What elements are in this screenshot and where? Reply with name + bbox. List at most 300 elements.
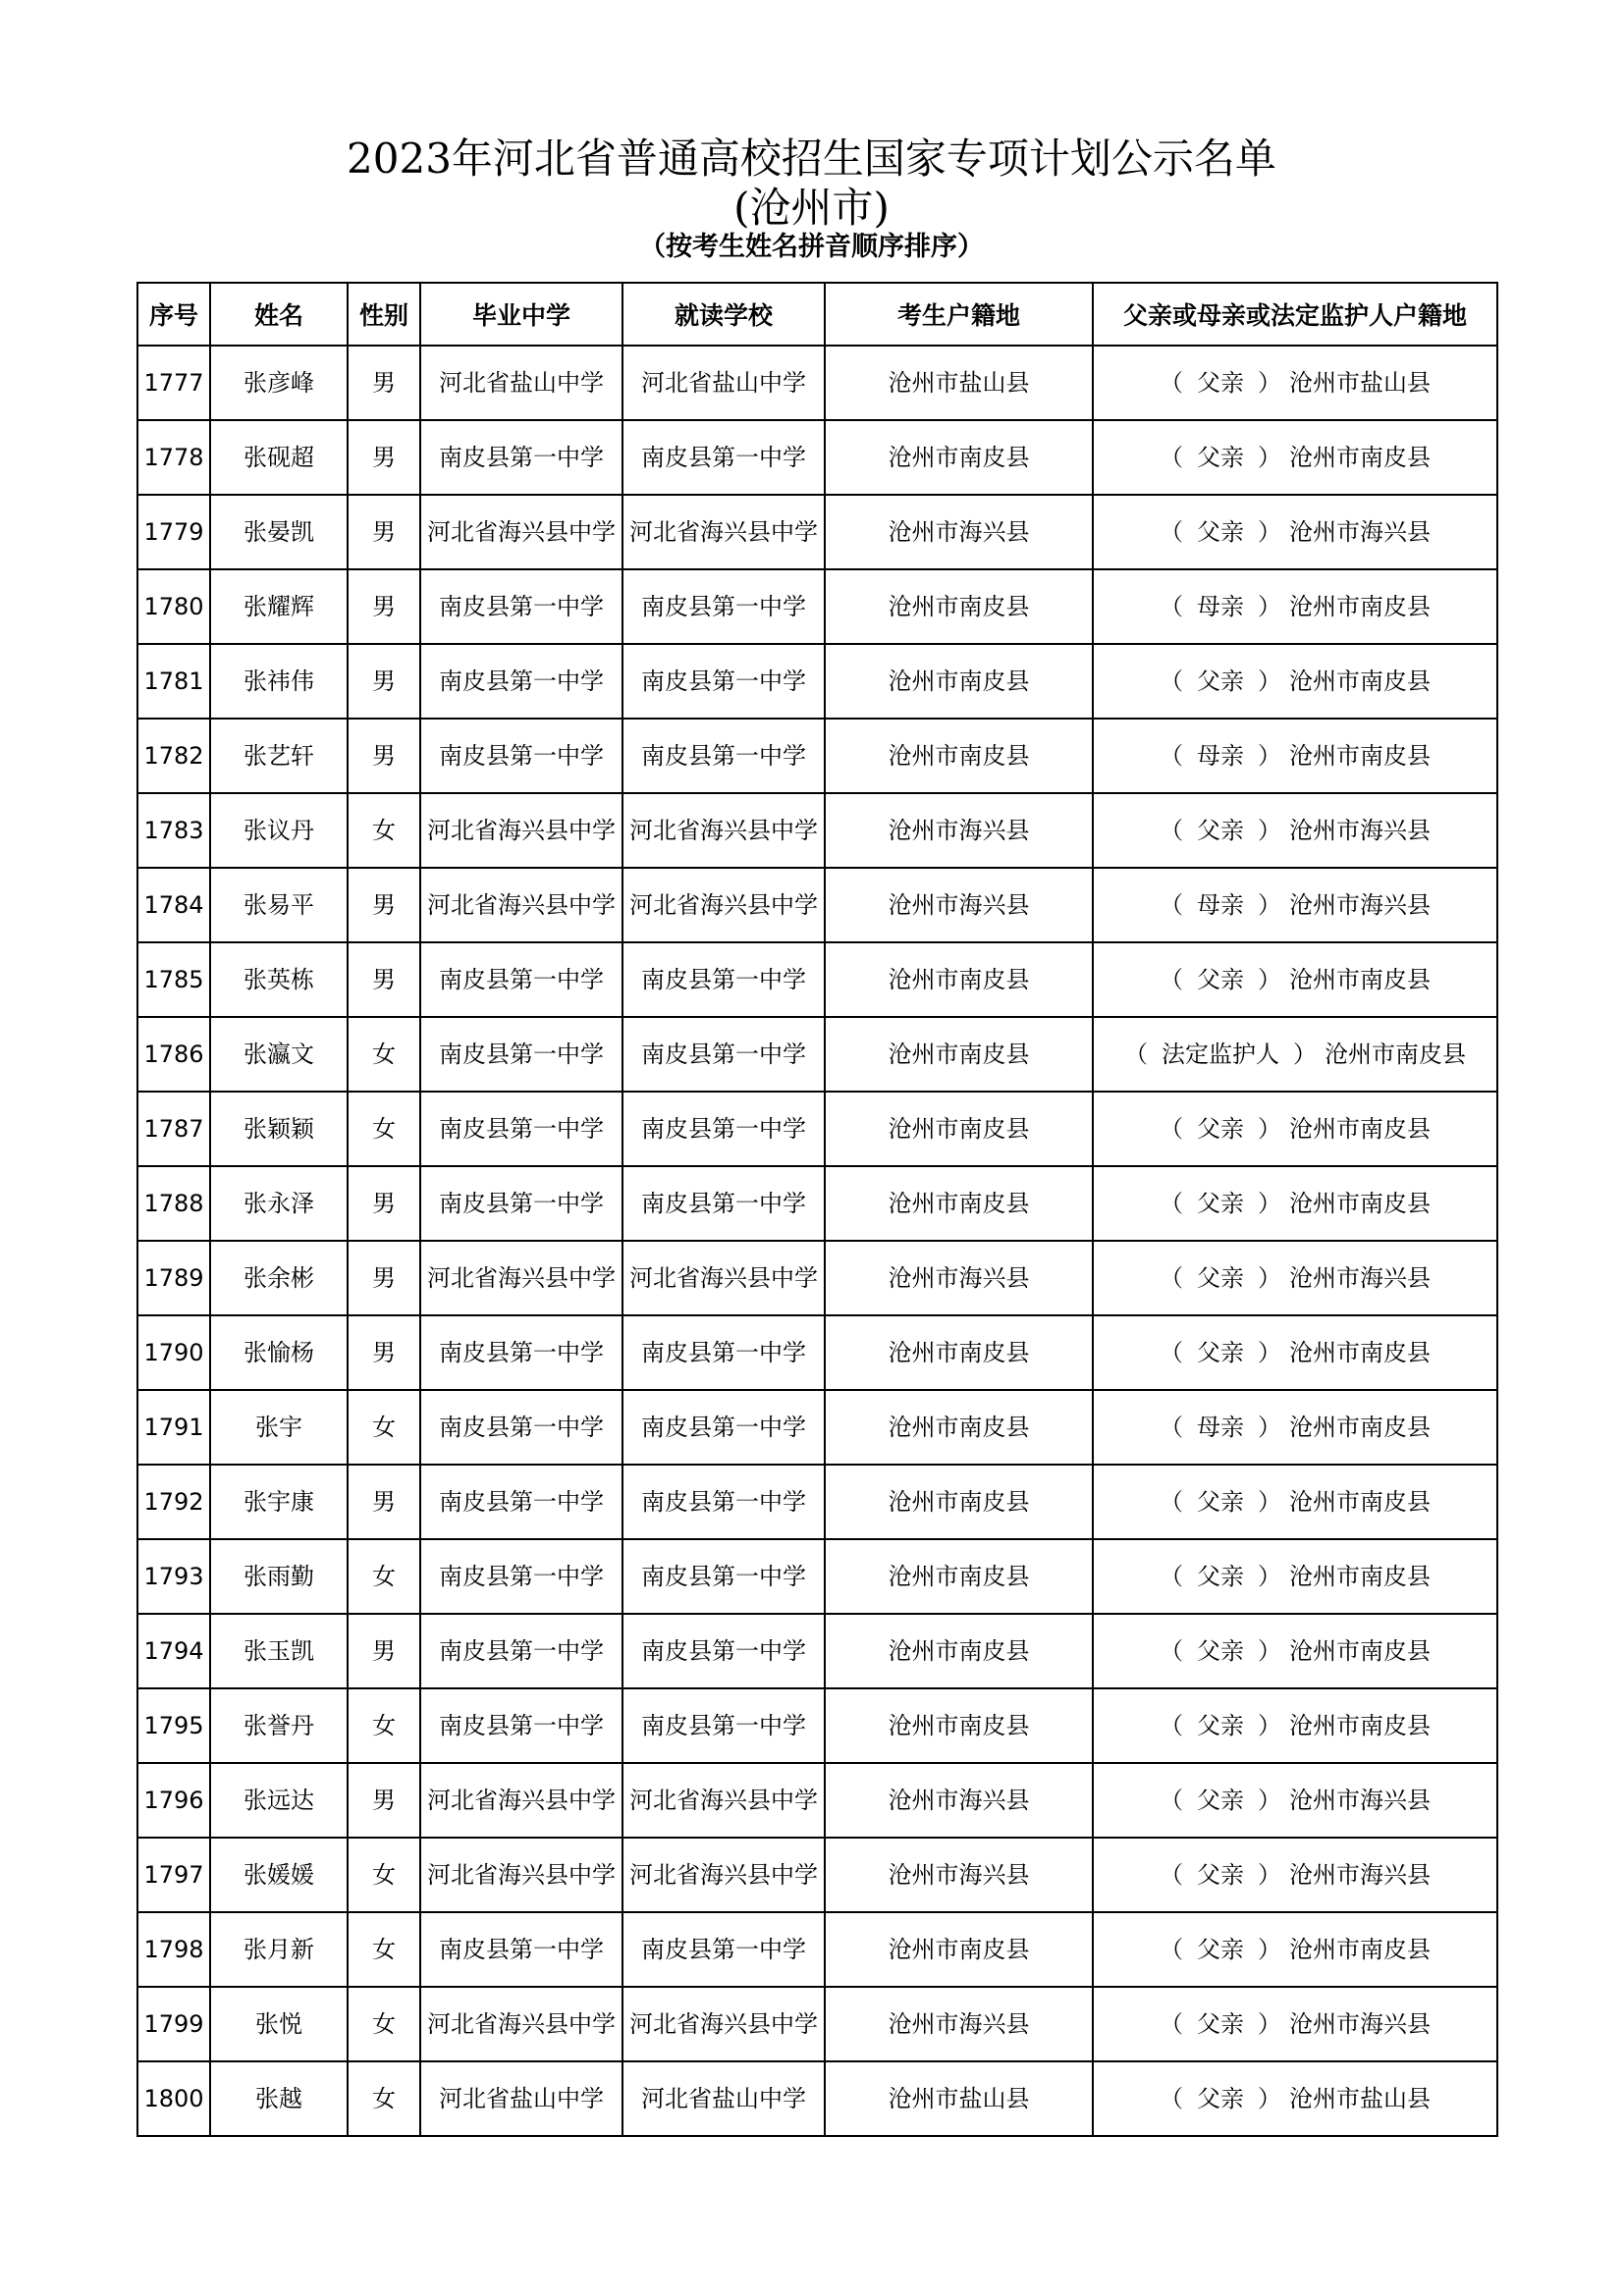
cell-number: 1789 — [137, 1241, 210, 1315]
cell-graduation-school: 河北省海兴县中学 — [420, 1763, 622, 1838]
header-cell-name: 姓名 — [210, 283, 348, 346]
cell-current-school: 南皮县第一中学 — [622, 1390, 825, 1465]
guardian-relation: 父亲 — [1197, 1936, 1244, 1963]
cell-guardian-residence — [1093, 1017, 1497, 1092]
table-row — [137, 1390, 1497, 1465]
table-row — [137, 1539, 1497, 1614]
table-row — [137, 346, 1497, 420]
close-paren: ） — [1258, 742, 1281, 770]
open-paren: （ — [1160, 1712, 1183, 1739]
guardian-residence: 沧州市南皮县 — [1289, 742, 1431, 770]
cell-guardian-residence — [1093, 942, 1497, 1017]
cell-number: 1796 — [137, 1763, 210, 1838]
guardian-residence: 沧州市海兴县 — [1289, 2010, 1431, 2038]
guardian-residence: 沧州市南皮县 — [1289, 1712, 1431, 1739]
cell-residence: 沧州市南皮县 — [825, 420, 1093, 495]
guardian-relation: 父亲 — [1197, 2085, 1244, 2112]
cell-residence: 沧州市海兴县 — [825, 1241, 1093, 1315]
cell-number: 1798 — [137, 1912, 210, 1987]
close-paren: ） — [1293, 1041, 1317, 1068]
open-paren: （ — [1160, 966, 1183, 993]
cell-graduation-school: 河北省海兴县中学 — [420, 1987, 622, 2061]
guardian-residence: 沧州市南皮县 — [1289, 1339, 1431, 1366]
table-row — [137, 644, 1497, 719]
cell-guardian-residence — [1093, 1241, 1497, 1315]
cell-current-school: 河北省海兴县中学 — [622, 1987, 825, 2061]
cell-graduation-school: 南皮县第一中学 — [420, 1166, 622, 1241]
cell-name: 张瀛文 — [210, 1017, 348, 1092]
open-paren: （ — [1160, 817, 1183, 844]
cell-residence: 沧州市盐山县 — [825, 346, 1093, 420]
cell-current-school: 河北省海兴县中学 — [622, 793, 825, 868]
guardian-residence: 沧州市南皮县 — [1289, 1563, 1431, 1590]
cell-residence: 沧州市盐山县 — [825, 2061, 1093, 2136]
cell-number: 1792 — [137, 1465, 210, 1539]
guardian-residence: 沧州市海兴县 — [1289, 518, 1431, 546]
header-cell-gender: 性别 — [348, 283, 420, 346]
close-paren: ） — [1258, 593, 1281, 620]
cell-gender: 男 — [348, 1614, 420, 1688]
close-paren: ） — [1258, 369, 1281, 397]
table-body — [137, 346, 1497, 2136]
cell-graduation-school: 南皮县第一中学 — [420, 1315, 622, 1390]
cell-guardian-residence — [1093, 569, 1497, 644]
guardian-residence: 沧州市海兴县 — [1289, 1861, 1431, 1889]
guardian-residence: 沧州市南皮县 — [1325, 1041, 1466, 1068]
cell-current-school: 南皮县第一中学 — [622, 1539, 825, 1614]
cell-current-school: 南皮县第一中学 — [622, 644, 825, 719]
cell-name: 张艺轩 — [210, 719, 348, 793]
cell-gender: 女 — [348, 1688, 420, 1763]
table-row — [137, 495, 1497, 569]
open-paren: （ — [1160, 1115, 1183, 1143]
table-row — [137, 1614, 1497, 1688]
cell-number: 1784 — [137, 868, 210, 942]
open-paren: （ — [1160, 2010, 1183, 2038]
cell-number: 1794 — [137, 1614, 210, 1688]
table-row — [137, 1465, 1497, 1539]
close-paren: ） — [1258, 891, 1281, 919]
guardian-residence: 沧州市盐山县 — [1289, 369, 1431, 397]
cell-graduation-school: 南皮县第一中学 — [420, 1465, 622, 1539]
cell-graduation-school: 南皮县第一中学 — [420, 1092, 622, 1166]
guardian-relation: 父亲 — [1197, 1712, 1244, 1739]
cell-gender: 女 — [348, 1390, 420, 1465]
cell-graduation-school: 河北省海兴县中学 — [420, 1838, 622, 1912]
open-paren: （ — [1160, 1339, 1183, 1366]
guardian-relation: 父亲 — [1197, 1488, 1244, 1516]
cell-name: 张彦峰 — [210, 346, 348, 420]
cell-current-school: 南皮县第一中学 — [622, 1688, 825, 1763]
cell-residence: 沧州市南皮县 — [825, 1912, 1093, 1987]
cell-number: 1786 — [137, 1017, 210, 1092]
cell-number: 1790 — [137, 1315, 210, 1390]
cell-gender: 男 — [348, 1241, 420, 1315]
cell-residence: 沧州市南皮县 — [825, 1092, 1093, 1166]
cell-current-school: 河北省海兴县中学 — [622, 868, 825, 942]
cell-current-school: 河北省海兴县中学 — [622, 1763, 825, 1838]
cell-current-school: 南皮县第一中学 — [622, 420, 825, 495]
cell-graduation-school: 南皮县第一中学 — [420, 420, 622, 495]
cell-graduation-school: 南皮县第一中学 — [420, 1017, 622, 1092]
cell-current-school: 河北省盐山中学 — [622, 346, 825, 420]
cell-residence: 沧州市海兴县 — [825, 868, 1093, 942]
guardian-relation: 父亲 — [1197, 1861, 1244, 1889]
guardian-relation: 母亲 — [1197, 742, 1244, 770]
cell-current-school: 河北省海兴县中学 — [622, 1838, 825, 1912]
cell-residence: 沧州市南皮县 — [825, 1017, 1093, 1092]
cell-residence: 沧州市海兴县 — [825, 1987, 1093, 2061]
cell-graduation-school: 河北省盐山中学 — [420, 346, 622, 420]
cell-graduation-school: 河北省海兴县中学 — [420, 495, 622, 569]
guardian-relation: 父亲 — [1197, 966, 1244, 993]
guardian-relation: 父亲 — [1197, 369, 1244, 397]
cell-residence: 沧州市海兴县 — [825, 1763, 1093, 1838]
header-cell-current-school: 就读学校 — [622, 283, 825, 346]
close-paren: ） — [1258, 1637, 1281, 1665]
cell-guardian-residence — [1093, 1390, 1497, 1465]
cell-number: 1793 — [137, 1539, 210, 1614]
cell-name: 张月新 — [210, 1912, 348, 1987]
cell-guardian-residence — [1093, 868, 1497, 942]
close-paren: ） — [1258, 2085, 1281, 2112]
guardian-residence: 沧州市南皮县 — [1289, 593, 1431, 620]
cell-guardian-residence — [1093, 1614, 1497, 1688]
cell-current-school: 南皮县第一中学 — [622, 1092, 825, 1166]
guardian-residence: 沧州市南皮县 — [1289, 1936, 1431, 1963]
guardian-relation: 父亲 — [1197, 1339, 1244, 1366]
cell-current-school: 南皮县第一中学 — [622, 1912, 825, 1987]
cell-residence: 沧州市海兴县 — [825, 793, 1093, 868]
cell-number: 1781 — [137, 644, 210, 719]
cell-number: 1788 — [137, 1166, 210, 1241]
cell-guardian-residence — [1093, 2061, 1497, 2136]
cell-gender: 男 — [348, 1166, 420, 1241]
cell-gender: 男 — [348, 346, 420, 420]
guardian-residence: 沧州市南皮县 — [1289, 1488, 1431, 1516]
cell-guardian-residence — [1093, 1315, 1497, 1390]
header-cell-guardian-residence: 父亲或母亲或法定监护人户籍地 — [1093, 283, 1497, 346]
guardian-residence: 沧州市南皮县 — [1289, 1115, 1431, 1143]
cell-gender: 男 — [348, 644, 420, 719]
cell-residence: 沧州市南皮县 — [825, 1688, 1093, 1763]
cell-gender: 男 — [348, 1315, 420, 1390]
cell-name: 张英栋 — [210, 942, 348, 1017]
cell-guardian-residence — [1093, 1987, 1497, 2061]
table-row — [137, 1166, 1497, 1241]
cell-graduation-school: 河北省海兴县中学 — [420, 1241, 622, 1315]
cell-residence: 沧州市南皮县 — [825, 644, 1093, 719]
cell-number: 1778 — [137, 420, 210, 495]
cell-current-school: 河北省海兴县中学 — [622, 495, 825, 569]
cell-graduation-school: 南皮县第一中学 — [420, 569, 622, 644]
guardian-residence: 沧州市南皮县 — [1289, 1637, 1431, 1665]
open-paren: （ — [1160, 1563, 1183, 1590]
guardian-relation: 父亲 — [1197, 518, 1244, 546]
guardian-relation: 父亲 — [1197, 444, 1244, 471]
cell-current-school: 南皮县第一中学 — [622, 719, 825, 793]
open-paren: （ — [1160, 2085, 1183, 2112]
cell-name: 张议丹 — [210, 793, 348, 868]
guardian-residence: 沧州市盐山县 — [1289, 2085, 1431, 2112]
cell-gender: 女 — [348, 1838, 420, 1912]
open-paren: （ — [1160, 593, 1183, 620]
open-paren: （ — [1160, 369, 1183, 397]
cell-name: 张祎伟 — [210, 644, 348, 719]
cell-graduation-school: 南皮县第一中学 — [420, 644, 622, 719]
guardian-relation: 父亲 — [1197, 1264, 1244, 1292]
cell-graduation-school: 南皮县第一中学 — [420, 942, 622, 1017]
open-paren: （ — [1160, 1861, 1183, 1889]
cell-name: 张易平 — [210, 868, 348, 942]
close-paren: ） — [1258, 1264, 1281, 1292]
header-cell-graduation-school: 毕业中学 — [420, 283, 622, 346]
open-paren: （ — [1160, 1414, 1183, 1441]
cell-name: 张颖颖 — [210, 1092, 348, 1166]
cell-gender: 男 — [348, 942, 420, 1017]
cell-residence: 沧州市南皮县 — [825, 719, 1093, 793]
cell-number: 1800 — [137, 2061, 210, 2136]
open-paren: （ — [1160, 742, 1183, 770]
cell-gender: 男 — [348, 868, 420, 942]
guardian-relation: 母亲 — [1197, 1414, 1244, 1441]
cell-name: 张宇 — [210, 1390, 348, 1465]
cell-current-school: 河北省盐山中学 — [622, 2061, 825, 2136]
cell-graduation-school: 南皮县第一中学 — [420, 1539, 622, 1614]
table-row — [137, 1688, 1497, 1763]
cell-residence: 沧州市南皮县 — [825, 1465, 1093, 1539]
close-paren: ） — [1258, 1414, 1281, 1441]
cell-gender: 男 — [348, 569, 420, 644]
table-row — [137, 719, 1497, 793]
guardian-relation: 父亲 — [1197, 1115, 1244, 1143]
cell-guardian-residence — [1093, 1763, 1497, 1838]
cell-number: 1787 — [137, 1092, 210, 1166]
close-paren: ） — [1258, 1190, 1281, 1217]
cell-current-school: 南皮县第一中学 — [622, 1614, 825, 1688]
table-row — [137, 868, 1497, 942]
cell-guardian-residence — [1093, 420, 1497, 495]
cell-number: 1785 — [137, 942, 210, 1017]
cell-residence: 沧州市南皮县 — [825, 942, 1093, 1017]
cell-current-school: 南皮县第一中学 — [622, 942, 825, 1017]
guardian-residence: 沧州市南皮县 — [1289, 1190, 1431, 1217]
cell-guardian-residence — [1093, 346, 1497, 420]
cell-number: 1779 — [137, 495, 210, 569]
cell-number: 1777 — [137, 346, 210, 420]
cell-name: 张晏凯 — [210, 495, 348, 569]
cell-name: 张宇康 — [210, 1465, 348, 1539]
cell-name: 张誉丹 — [210, 1688, 348, 1763]
close-paren: ） — [1258, 1339, 1281, 1366]
cell-current-school: 南皮县第一中学 — [622, 1315, 825, 1390]
cell-current-school: 南皮县第一中学 — [622, 1166, 825, 1241]
cell-graduation-school: 南皮县第一中学 — [420, 1614, 622, 1688]
table-row — [137, 793, 1497, 868]
cell-graduation-school: 河北省盐山中学 — [420, 2061, 622, 2136]
cell-name: 张媛媛 — [210, 1838, 348, 1912]
cell-gender: 女 — [348, 1539, 420, 1614]
cell-gender: 女 — [348, 793, 420, 868]
table-row — [137, 942, 1497, 1017]
close-paren: ） — [1258, 1787, 1281, 1814]
open-paren: （ — [1124, 1041, 1148, 1068]
open-paren: （ — [1160, 444, 1183, 471]
table-row — [137, 1092, 1497, 1166]
close-paren: ） — [1258, 444, 1281, 471]
cell-guardian-residence — [1093, 1166, 1497, 1241]
sort-note: （按考生姓名拼音顺序排序） — [639, 232, 984, 262]
cell-name: 张永泽 — [210, 1166, 348, 1241]
cell-number: 1795 — [137, 1688, 210, 1763]
cell-gender: 女 — [348, 1912, 420, 1987]
cell-guardian-residence — [1093, 1838, 1497, 1912]
open-paren: （ — [1160, 1787, 1183, 1814]
cell-number: 1797 — [137, 1838, 210, 1912]
cell-current-school: 南皮县第一中学 — [622, 569, 825, 644]
guardian-residence: 沧州市海兴县 — [1289, 891, 1431, 919]
close-paren: ） — [1258, 1563, 1281, 1590]
cell-guardian-residence — [1093, 793, 1497, 868]
close-paren: ） — [1258, 817, 1281, 844]
guardian-residence: 沧州市南皮县 — [1289, 966, 1431, 993]
cell-residence: 沧州市南皮县 — [825, 569, 1093, 644]
cell-number: 1791 — [137, 1390, 210, 1465]
cell-guardian-residence — [1093, 1912, 1497, 1987]
cell-guardian-residence — [1093, 719, 1497, 793]
header-cell-number: 序号 — [137, 283, 210, 346]
cell-gender: 男 — [348, 719, 420, 793]
cell-gender: 男 — [348, 420, 420, 495]
guardian-relation: 母亲 — [1197, 593, 1244, 620]
close-paren: ） — [1258, 966, 1281, 993]
cell-residence: 沧州市南皮县 — [825, 1539, 1093, 1614]
cell-guardian-residence — [1093, 1465, 1497, 1539]
close-paren: ） — [1258, 2010, 1281, 2038]
open-paren: （ — [1160, 1637, 1183, 1665]
open-paren: （ — [1160, 1190, 1183, 1217]
table-header-row — [137, 283, 1497, 346]
open-paren: （ — [1160, 518, 1183, 546]
cell-residence: 沧州市海兴县 — [825, 495, 1093, 569]
cell-graduation-school: 河北省海兴县中学 — [420, 793, 622, 868]
cell-residence: 沧州市海兴县 — [825, 1838, 1093, 1912]
table-row — [137, 1912, 1497, 1987]
table-row — [137, 1763, 1497, 1838]
cell-current-school: 南皮县第一中学 — [622, 1017, 825, 1092]
cell-number: 1780 — [137, 569, 210, 644]
cell-graduation-school: 南皮县第一中学 — [420, 1912, 622, 1987]
close-paren: ） — [1258, 667, 1281, 695]
cell-graduation-school: 南皮县第一中学 — [420, 1688, 622, 1763]
cell-name: 张越 — [210, 2061, 348, 2136]
guardian-relation: 父亲 — [1197, 1637, 1244, 1665]
cell-graduation-school: 南皮县第一中学 — [420, 1390, 622, 1465]
cell-name: 张愉杨 — [210, 1315, 348, 1390]
guardian-residence: 沧州市海兴县 — [1289, 1264, 1431, 1292]
cell-number: 1783 — [137, 793, 210, 868]
cell-graduation-school: 河北省海兴县中学 — [420, 868, 622, 942]
guardian-relation: 法定监护人 — [1162, 1041, 1279, 1068]
guardian-relation: 父亲 — [1197, 1787, 1244, 1814]
guardian-relation: 母亲 — [1197, 891, 1244, 919]
cell-gender: 男 — [348, 495, 420, 569]
table-row — [137, 1315, 1497, 1390]
cell-name: 张耀辉 — [210, 569, 348, 644]
cell-graduation-school: 南皮县第一中学 — [420, 719, 622, 793]
open-paren: （ — [1160, 891, 1183, 919]
open-paren: （ — [1160, 1936, 1183, 1963]
cell-name: 张余彬 — [210, 1241, 348, 1315]
cell-gender: 女 — [348, 1092, 420, 1166]
close-paren: ） — [1258, 1488, 1281, 1516]
cell-gender: 男 — [348, 1465, 420, 1539]
guardian-relation: 父亲 — [1197, 1563, 1244, 1590]
cell-guardian-residence — [1093, 1539, 1497, 1614]
guardian-relation: 父亲 — [1197, 667, 1244, 695]
cell-name: 张玉凯 — [210, 1614, 348, 1688]
cell-number: 1799 — [137, 1987, 210, 2061]
page-title: 2023年河北省普通高校招生国家专项计划公示名单 — [347, 134, 1276, 183]
close-paren: ） — [1258, 1936, 1281, 1963]
guardian-residence: 沧州市海兴县 — [1289, 1787, 1431, 1814]
cell-residence: 沧州市南皮县 — [825, 1315, 1093, 1390]
cell-guardian-residence — [1093, 644, 1497, 719]
cell-gender: 女 — [348, 1017, 420, 1092]
guardian-residence: 沧州市南皮县 — [1289, 667, 1431, 695]
guardian-residence: 沧州市南皮县 — [1289, 444, 1431, 471]
cell-number: 1782 — [137, 719, 210, 793]
cell-guardian-residence — [1093, 1092, 1497, 1166]
cell-residence: 沧州市南皮县 — [825, 1614, 1093, 1688]
cell-guardian-residence — [1093, 495, 1497, 569]
guardian-relation: 父亲 — [1197, 817, 1244, 844]
close-paren: ） — [1258, 1861, 1281, 1889]
cell-name: 张砚超 — [210, 420, 348, 495]
cell-guardian-residence — [1093, 1688, 1497, 1763]
roster-table — [136, 282, 1498, 2137]
cell-gender: 男 — [348, 1763, 420, 1838]
close-paren: ） — [1258, 518, 1281, 546]
table-row — [137, 1838, 1497, 1912]
open-paren: （ — [1160, 1264, 1183, 1292]
table-row — [137, 1241, 1497, 1315]
guardian-relation: 父亲 — [1197, 1190, 1244, 1217]
cell-name: 张悦 — [210, 1987, 348, 2061]
cell-gender: 女 — [348, 1987, 420, 2061]
page-subtitle: (沧州市) — [733, 184, 890, 232]
table-row — [137, 420, 1497, 495]
header-cell-residence: 考生户籍地 — [825, 283, 1093, 346]
cell-name: 张远达 — [210, 1763, 348, 1838]
cell-current-school: 南皮县第一中学 — [622, 1465, 825, 1539]
cell-residence: 沧州市南皮县 — [825, 1390, 1093, 1465]
table-row — [137, 1987, 1497, 2061]
guardian-residence: 沧州市海兴县 — [1289, 817, 1431, 844]
open-paren: （ — [1160, 1488, 1183, 1516]
cell-gender: 女 — [348, 2061, 420, 2136]
cell-residence: 沧州市南皮县 — [825, 1166, 1093, 1241]
guardian-relation: 父亲 — [1197, 2010, 1244, 2038]
open-paren: （ — [1160, 667, 1183, 695]
guardian-residence: 沧州市南皮县 — [1289, 1414, 1431, 1441]
table-row — [137, 2061, 1497, 2136]
cell-current-school: 河北省海兴县中学 — [622, 1241, 825, 1315]
close-paren: ） — [1258, 1712, 1281, 1739]
close-paren: ） — [1258, 1115, 1281, 1143]
table-row — [137, 1017, 1497, 1092]
cell-name: 张雨勤 — [210, 1539, 348, 1614]
